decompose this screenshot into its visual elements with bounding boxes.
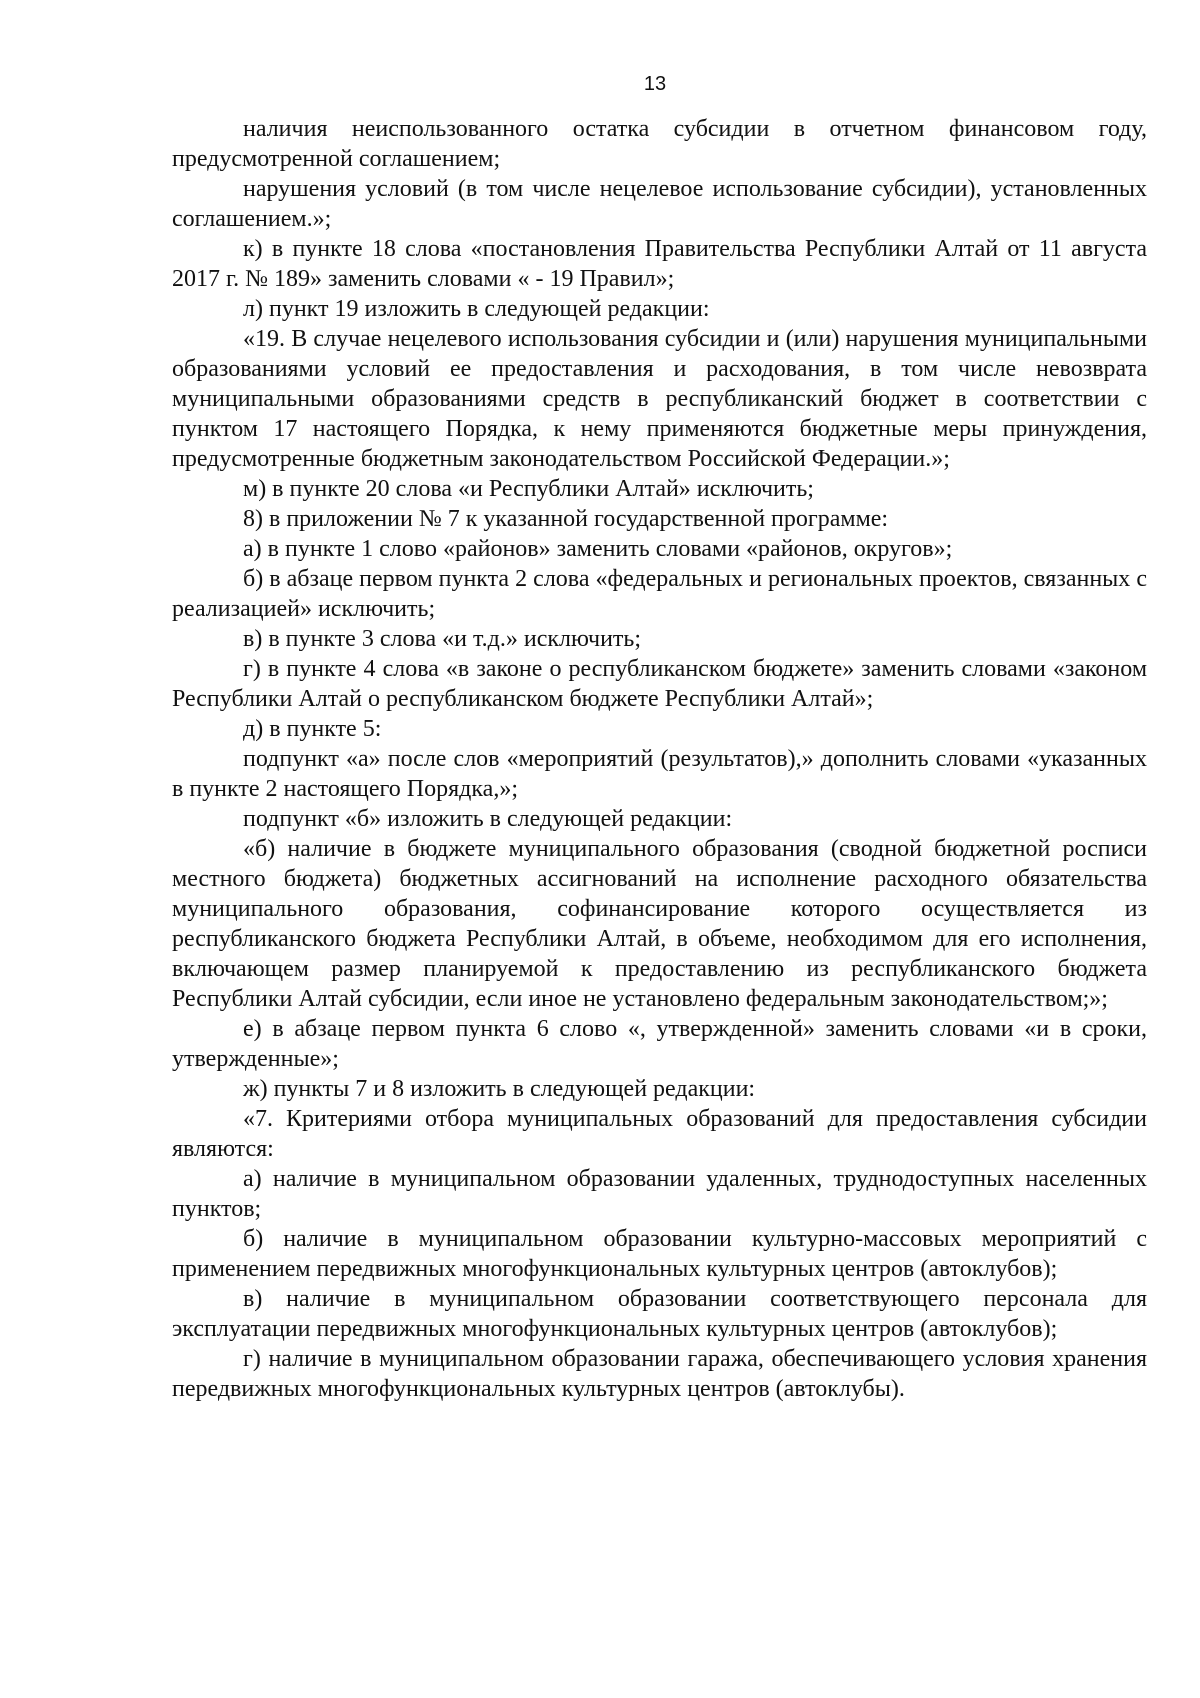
paragraph: а) в пункте 1 слово «районов» заменить словами «районов, округов»; <box>243 536 953 562</box>
paragraph: «19. В случае нецелевого использования субсидии и (или) нарушения муниципальными образованиями условий ее предоставления и расходования, в том числе невозврата муниципальными образованиями средств в республиканский бюджет в соответствии с пунктом 17 настоящего Порядка, к нему применяются бюджетные меры принуждения, предусмотренные бюджетным законодательством Российской Федерации.»; <box>172 326 1147 472</box>
paragraph: е) в абзаце первом пункта 6 слово «, утвержденной» заменить словами «и в сроки, утвержденные»; <box>172 1016 1147 1072</box>
paragraph: подпункт «а» после слов «мероприятий (результатов),» дополнить словами «указанных в пункте 2 настоящего Порядка,»; <box>172 746 1147 802</box>
paragraph: л) пункт 19 изложить в следующей редакции: <box>243 296 710 322</box>
paragraph: д) в пункте 5: <box>243 716 382 742</box>
paragraph: м) в пункте 20 слова «и Республики Алтай» исключить; <box>243 476 814 502</box>
paragraph: «б) наличие в бюджете муниципального образования (сводной бюджетной росписи местного бюджета) бюджетных ассигнований на исполнение расходного обязательства муниципального образования, софинансирование которого осуществляется из республиканского бюджета Республики Алтай, в объеме, необходимом для его исполнения, включающем размер планируемой к предоставлению из республиканского бюджета Республики Алтай субсидии, если иное не установлено федеральным законодательством;»; <box>172 836 1147 1012</box>
paragraph: ж) пункты 7 и 8 изложить в следующей редакции: <box>243 1076 756 1102</box>
paragraph: «7. Критериями отбора муниципальных образований для предоставления субсидии являются: <box>172 1106 1147 1162</box>
page-number: 13 <box>643 73 667 95</box>
document-body <box>172 114 1147 1404</box>
paragraph: наличия неиспользованного остатка субсидии в отчетном финансовом году, предусмотренной соглашением; <box>172 116 1147 172</box>
paragraph: б) в абзаце первом пункта 2 слова «федеральных и региональных проектов, связанных с реализацией» исключить; <box>172 566 1147 622</box>
paragraph: подпункт «б» изложить в следующей редакции: <box>243 806 733 832</box>
paragraph: к) в пункте 18 слова «постановления Правительства Республики Алтай от 11 августа 2017 г. № 189» заменить словами « - 19 Правил»; <box>172 236 1147 292</box>
paragraph: нарушения условий (в том числе нецелевое использование субсидии), установленных соглашением.»; <box>172 176 1147 232</box>
paragraph: а) наличие в муниципальном образовании удаленных, труднодоступных населенных пунктов; <box>172 1166 1147 1222</box>
paragraph: в) наличие в муниципальном образовании соответствующего персонала для эксплуатации передвижных многофункциональных культурных центров (автоклубов); <box>172 1286 1147 1342</box>
paragraph: в) в пункте 3 слова «и т.д.» исключить; <box>243 626 642 652</box>
paragraph: б) наличие в муниципальном образовании культурно-массовых мероприятий с применением передвижных многофункциональных культурных центров (автоклубов); <box>172 1226 1147 1282</box>
paragraph: г) наличие в муниципальном образовании гаража, обеспечивающего условия хранения передвижных многофункциональных культурных центров (автоклубы). <box>172 1346 1147 1402</box>
paragraph: г) в пункте 4 слова «в законе о республиканском бюджете» заменить словами «законом Республики Алтай о республиканском бюджете Республики Алтай»; <box>172 656 1147 712</box>
paragraph: 8) в приложении № 7 к указанной государственной программе: <box>243 506 889 532</box>
